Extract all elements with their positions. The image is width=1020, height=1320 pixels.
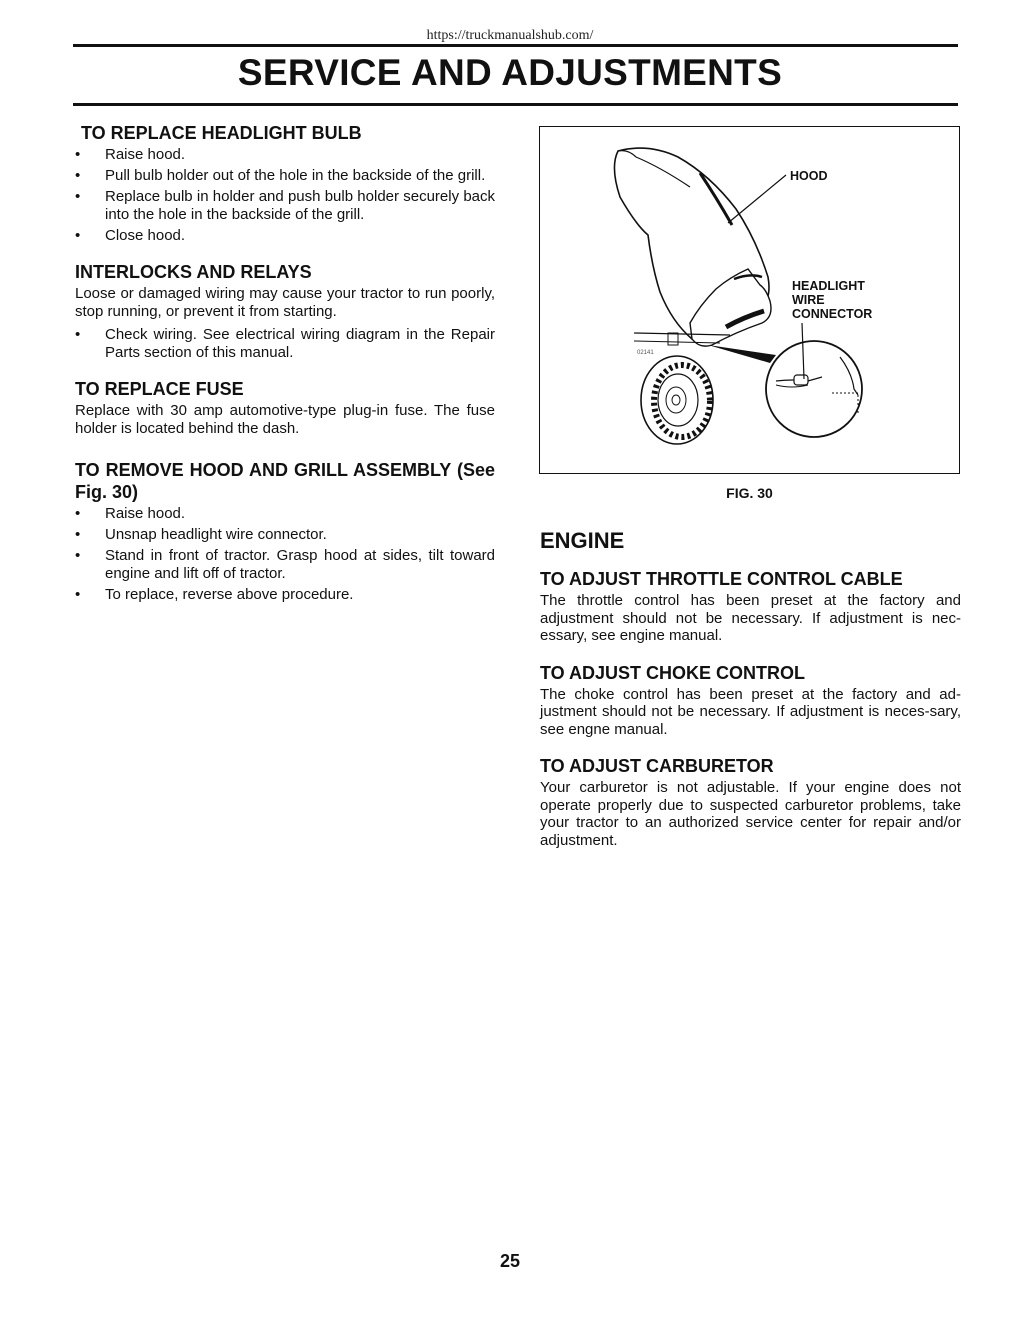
section-adjust-carburetor: [540, 755, 961, 849]
list-item-text: Raise hood.: [105, 146, 186, 163]
hood-steps-list: [75, 505, 495, 603]
heading-engine: ENGINE: [540, 528, 625, 553]
section-adjust-choke: [540, 662, 961, 739]
heading-replace-fuse: TO REPLACE FUSE: [75, 379, 244, 399]
bullet: •: [75, 585, 81, 603]
list-item-text: To replace, reverse above procedure.: [105, 585, 354, 603]
right-column: [540, 528, 961, 866]
heading-adjust-choke: TO ADJUST CHOKE CONTROL: [540, 662, 806, 683]
bullet: •: [75, 146, 81, 163]
list-item-text: Replace bulb in holder and push bulb holder securely back into the hole in the backside of the grill.: [105, 188, 495, 223]
choke-text: The choke control has been preset at the factory and ad-justment should not be necessary. If adjustment is neces-sary, see engne manual.: [540, 685, 961, 738]
list-item: [75, 167, 495, 185]
list-item: [75, 188, 495, 223]
list-item-text: Raise hood.: [105, 505, 186, 522]
list-item: [75, 146, 495, 164]
list-item-text: Close hood.: [105, 226, 186, 244]
headlight-steps-list: [75, 146, 495, 244]
fuse-text: Replace with 30 amp automotive-type plug-in fuse. The fuse holder is located behind the dash.: [75, 402, 495, 437]
throttle-text: The throttle control has been preset at the factory and adjustment should not be necessary. If adjustment is nec-essary, see engine manual.: [540, 592, 961, 644]
page-title: SERVICE AND ADJUSTMENTS: [237, 52, 783, 93]
bullet: •: [75, 226, 81, 244]
heading-interlocks-and-relays: INTERLOCKS AND RELAYS: [75, 262, 312, 282]
carburetor-text: Your carburetor is not adjustable. If your engine does not operate properly due to suspected carburetor problems, take your tractor to an authorized service center for repair and/or adjustment.: [540, 779, 961, 849]
list-item: [75, 586, 495, 604]
list-item: [75, 547, 495, 582]
list-item: [75, 326, 495, 361]
source-url[interactable]: https://truckmanualshub.com/: [426, 28, 594, 43]
page-number: 25: [499, 1251, 521, 1271]
left-column: [75, 122, 495, 620]
list-item: [75, 227, 495, 245]
list-item-text: Pull bulb holder out of the hole in the backside of the grill.: [105, 167, 486, 184]
callout-wedge: [708, 345, 776, 363]
figure-caption: FIG. 30: [726, 485, 773, 501]
figure-part-number: 02141: [637, 350, 654, 356]
header-top-rule: [73, 44, 958, 47]
bullet: •: [75, 326, 81, 343]
bullet: •: [75, 526, 81, 543]
heading-adjust-carburetor: TO ADJUST CARBURETOR: [540, 756, 774, 776]
label-headlight-wire-connector: HEADLIGHT WIRE CONNECTOR: [792, 279, 873, 321]
bullet: •: [75, 167, 81, 184]
header-bottom-rule: [73, 103, 958, 106]
list-item: [75, 505, 495, 523]
heading-adjust-throttle: TO ADJUST THROTTLE CONTROL CABLE: [540, 569, 903, 589]
bullet: •: [75, 188, 81, 205]
list-item: [75, 526, 495, 544]
frame-bracket: [668, 333, 678, 345]
section-replace-fuse: [75, 378, 495, 437]
interlocks-text: Loose or damaged wiring may cause your tractor to run poorly, stop running, or prevent it from starting.: [75, 285, 495, 320]
bullet: •: [75, 505, 81, 522]
figure-30-hood-illustration: [539, 126, 960, 474]
label-hood: HOOD: [790, 169, 828, 183]
interlocks-steps-list: [75, 326, 495, 361]
heading-replace-headlight-bulb: TO REPLACE HEADLIGHT BULB: [81, 123, 362, 143]
section-adjust-throttle: [540, 568, 961, 645]
section-replace-headlight-bulb: [75, 122, 495, 244]
section-interlocks-and-relays: [75, 261, 495, 361]
list-item-text: Check wiring. See electrical wiring diagram in the Repair Parts section of this manual.: [105, 326, 495, 361]
heading-remove-hood-and-grill: TO REMOVE HOOD AND GRILL ASSEMBLY (See Fig. 30): [75, 460, 495, 502]
list-item-text: Stand in front of tractor. Grasp hood at sides, tilt toward engine and lift off of tractor.: [105, 547, 495, 582]
hood-leader-line: [728, 175, 786, 223]
section-remove-hood-and-grill: [75, 459, 495, 603]
list-item-text: Unsnap headlight wire connector.: [105, 526, 327, 543]
front-wheel: [641, 356, 713, 444]
connector-detail-circle: [766, 341, 862, 437]
hood-and-connector-drawing: [540, 127, 959, 473]
bullet: •: [75, 547, 81, 564]
